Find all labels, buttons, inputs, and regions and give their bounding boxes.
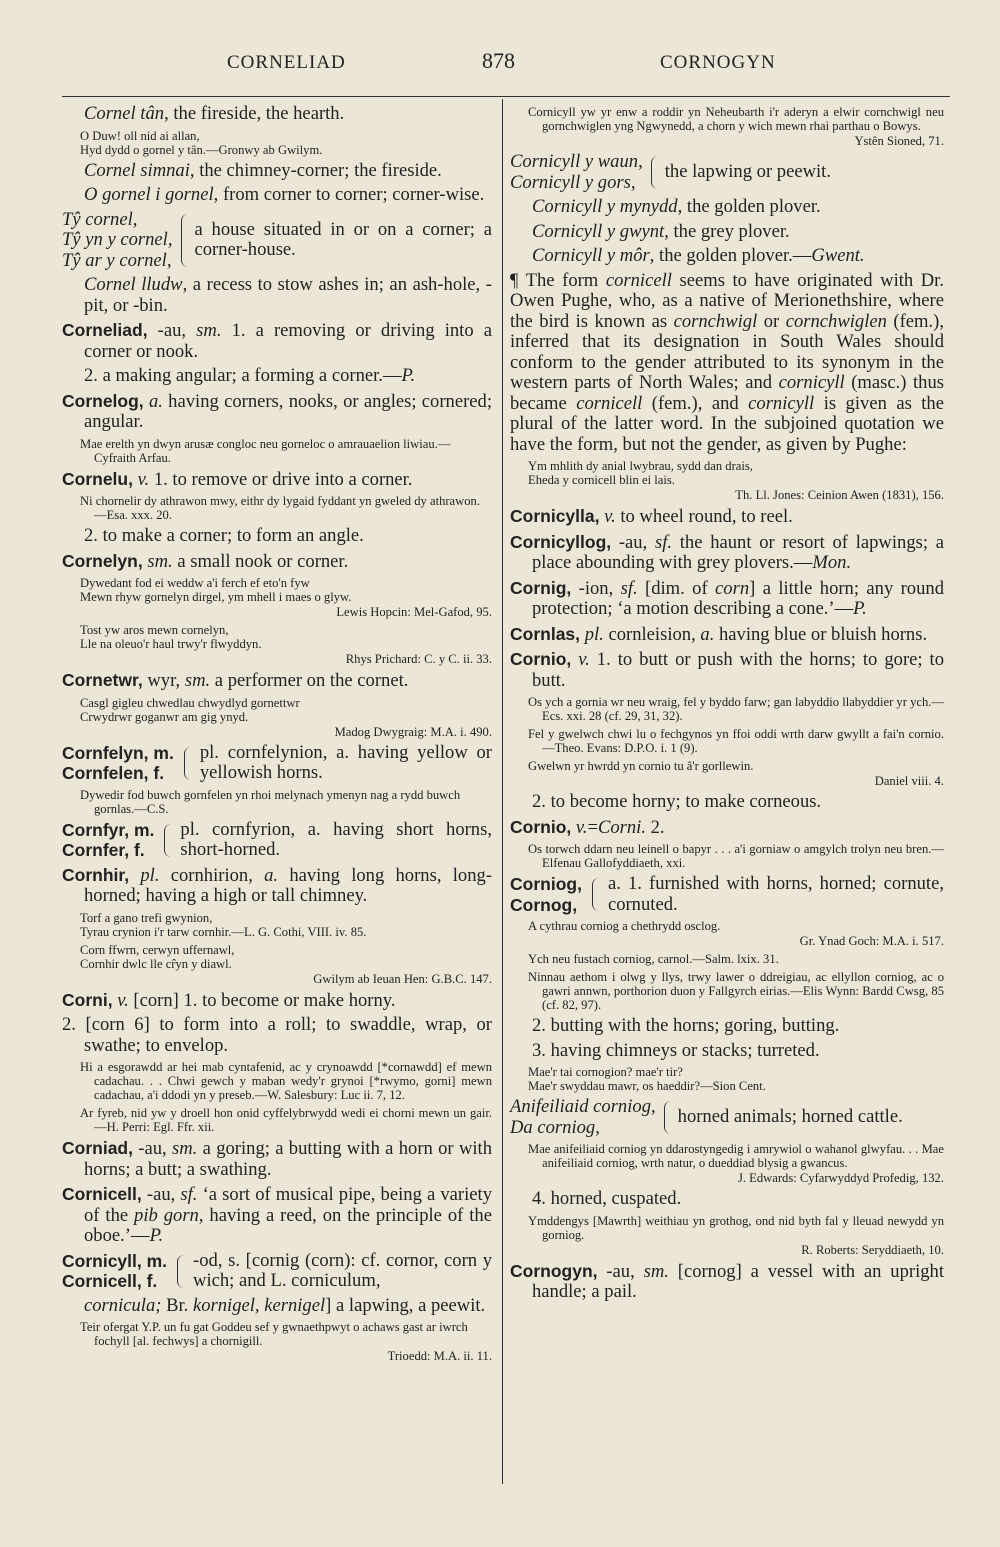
dictionary-entry — [510, 817, 944, 839]
entry-text: [dim. of — [637, 577, 716, 599]
entry-text: 2. a making angular; a forming a corner.— — [84, 365, 402, 386]
entry-headword: Corniad, — [62, 1138, 133, 1158]
grouped-terms — [62, 743, 174, 784]
entry-text: a goring; a butting with a horn or with horns; a butt; a swathing. — [84, 1138, 492, 1180]
entry-text: , the grey plover. — [664, 220, 790, 242]
quotation-line: Lle na oleuo'r haul trwy'r flwyddyn. — [80, 637, 262, 651]
entry-text: 2. to make a corner; to form an angle. — [84, 525, 364, 546]
group-definition: the lapwing or peewit. — [664, 161, 831, 183]
entry-headword: Cornicell, f. — [62, 1271, 158, 1291]
quotation — [528, 1214, 944, 1242]
dictionary-entry — [62, 670, 492, 692]
phrase-term: Cornicyll y gors, — [510, 171, 636, 193]
quotation-line: Os ych a gornia wr neu wraig, fel y byddo farw; gan labyddio llabyddier yr ych.—Ecs. xxi. 28 (cf. 29, 31, 32). — [528, 695, 944, 723]
quotation-attribution: Th. Ll. Jones: Ceinion Awen (1831), 156. — [735, 488, 944, 502]
entry-text: is given as the plural of the latter word. In the subjoined quotation we have the form, but not the gender, as given by Pughe: — [510, 392, 944, 455]
entry-text: , the golden plover. — [677, 196, 821, 217]
entry-sense — [510, 792, 944, 813]
entry-text: (fem.), and — [642, 392, 749, 414]
group-definition: -od, s. [cornig (corn): cf. cornor, corn y wich; and L. corniculum, — [193, 1249, 492, 1291]
quotation-attribution: Trioedd: M.A. ii. 11. — [387, 1349, 492, 1363]
entry-sense — [510, 1016, 944, 1037]
entry-text: cornhirion, — [159, 864, 265, 886]
entry-headword: Cornelu, — [62, 468, 133, 489]
phrase-term: Tŷ cornel, — [62, 208, 138, 230]
dictionary-entry — [510, 649, 944, 691]
entry-text: 1. to remove or drive into a corner. — [149, 468, 413, 490]
entry-text: to wheel round, to reel. — [615, 506, 793, 527]
quotation-line: Cornhir dwlc lle cr̂yn y diawl. — [80, 956, 232, 971]
phrase-term: Da corniog, — [510, 1116, 600, 1138]
entry-italic-text: Cornel simnai — [84, 159, 190, 181]
entry-italic-text: a. — [700, 623, 715, 645]
entry-text: the haunt or resort of lapwings; a place abounding with grey plovers.— — [532, 531, 945, 573]
entry-sense — [510, 1041, 944, 1062]
entry-headword: Cornfelen, f. — [62, 763, 165, 783]
quotation — [528, 842, 944, 870]
quotation-line: Eheda y cornicell blin ei lais. — [528, 473, 675, 487]
entry-text: [cornog] a vessel with an upright handle; a pail. — [532, 1260, 945, 1302]
entry-headword: Cornicyll, m. — [62, 1250, 168, 1271]
entry-text: 2. [corn 6] to form into a roll; to swaddle, wrap, or swathe; to envelop. — [62, 1014, 492, 1056]
dictionary-entry — [62, 865, 492, 907]
entry-italic-text: sf. — [180, 1184, 198, 1205]
phrase-group — [510, 152, 944, 193]
entry-headword: Cornio, — [510, 649, 572, 669]
quotation-line: Ni chornelir dy athrawon mwy, eithr dy lygaid fyddant yn gweled dy athrawon.—Esa. xxx. 20. — [80, 494, 480, 522]
quotation-attribution: Ystên Sioned, 71. — [854, 134, 944, 148]
quotation — [528, 459, 944, 487]
brace-glyph — [664, 1101, 671, 1134]
quotation — [528, 759, 944, 773]
entry-text: 4. horned, cuspated. — [532, 1188, 682, 1209]
entry-italic-text: a. — [148, 390, 163, 412]
quotation-line: Ar fyreb, nid yw y droell hon onid cyffelybrwydd wedi ei chorni mewn un gair.—H. Perri: Egl. Ffr. xii. — [80, 1106, 492, 1134]
quotation-line: Mae anifeiliaid corniog yn ddarostyngedig i amrywiol o wahanol glwyfau. . . Mae anifeiliaid corniog, wrth natur, o dueddiad blysig a gwancus. — [528, 1142, 944, 1170]
entry-italic-text: v. — [117, 989, 129, 1011]
entry-sense — [62, 1296, 492, 1317]
dictionary-entry — [62, 469, 492, 491]
brace-glyph — [651, 156, 658, 189]
entry-text: [corn] 1. to become or make horny. — [128, 989, 396, 1011]
entry-sense — [510, 271, 944, 456]
entry-headword: Cornfyr, m. — [62, 819, 155, 840]
entry-sense — [62, 185, 492, 206]
quotation-attribution: J. Edwards: Cyfarwyddyd Profedig, 132. — [737, 1171, 944, 1185]
entry-text: -au, — [132, 1138, 173, 1159]
brace-glyph — [592, 878, 599, 911]
entry-headword: Cornhir, — [62, 864, 130, 885]
quotation-line: Tyrau crynion i'r tarw cornhir.—L. G. Cothi, VIII. iv. 85. — [80, 924, 367, 939]
entry-text: or — [757, 310, 786, 332]
entry-italic-text: cornicyll — [778, 372, 845, 393]
brace-glyph — [184, 747, 191, 780]
entry-italic-text: cornicyll — [748, 392, 815, 414]
entry-text: , the fireside, the hearth. — [164, 103, 345, 124]
quotation-attribution: Madog Dwygraig: M.A. i. 490. — [334, 724, 492, 739]
quotation — [80, 1106, 492, 1134]
phrase-term: Cornicyll y waun, — [510, 151, 643, 172]
entry-italic-text: v. — [137, 468, 150, 490]
quotation-line: Teir ofergat Y.P. un fu gat Goddeu sef y gwnaethpwyt o achaws gast ar iwrch fochyll [al. fechwys] a chornigill. — [80, 1320, 468, 1348]
entry-text: 2. — [645, 816, 665, 838]
entry-text: -au, — [141, 1184, 181, 1205]
entry-italic-text: Cornicyll y mynydd — [532, 196, 678, 217]
entry-italic-text: cornicula; — [84, 1294, 162, 1316]
quotation — [80, 788, 492, 816]
dictionary-entry — [62, 1015, 492, 1056]
entry-text: a small nook or corner. — [172, 550, 349, 572]
brace-glyph — [181, 214, 188, 268]
quotation-line: Os torwch ddarn neu leinell o bapyr . . . a'i gorniaw o amgylch trolyn neu bren.—Elfenau Gallofyddiaeth, xxi. — [528, 842, 944, 870]
entry-text: (masc.) thus became — [510, 372, 944, 414]
grouped-terms — [62, 210, 173, 272]
entry-italic-text: Cornel tân — [84, 103, 165, 124]
quotation-line: Corn ffwrn, cerwyn uffernawl, — [80, 942, 235, 957]
group-definition: horned animals; horned cattle. — [677, 1106, 903, 1128]
entry-italic-text: sm. — [643, 1260, 669, 1282]
entry-sense — [62, 104, 492, 125]
entry-sense — [510, 246, 944, 267]
dictionary-entry — [510, 578, 944, 620]
entry-italic-text: sf. — [620, 577, 638, 599]
entry-italic-text: v. — [575, 816, 588, 838]
entry-text: -ion, — [571, 577, 621, 599]
dictionary-entry — [62, 551, 492, 573]
entry-italic-text: P. — [401, 365, 416, 386]
phrase-term: Tŷ yn y cornel, — [62, 229, 173, 250]
entry-text: ] a little horn; any round protection; ‘a motion describing a cone.’— — [532, 577, 944, 619]
headword-group — [62, 743, 492, 784]
dictionary-entry — [62, 990, 492, 1012]
header-left-guideword: CORNELIAD — [227, 52, 346, 73]
quotation-line: Dywedant fod ei weddw a'i ferch ef eto'n fyw — [80, 576, 310, 590]
entry-text: -au, — [611, 531, 655, 553]
entry-italic-text: a. — [264, 864, 279, 886]
entry-italic-text: Mon. — [812, 552, 852, 573]
entry-headword: Cornogyn, — [510, 1260, 598, 1281]
entry-italic-text: v. — [604, 506, 616, 527]
entry-headword: Cornog, — [510, 894, 578, 915]
entry-text: having corners, nooks, or angles; cornered; angular. — [84, 390, 492, 432]
running-header — [62, 48, 952, 82]
quotation-line: Cornicyll yw yr enw a roddir yn Neheubarth i'r aderyn a elwir cornchwigl neu gornchwiglen yng Ngwynedd, a chorn y wich mewn rhai parthau o Bowys. — [528, 105, 944, 133]
entry-italic-text: sm. — [147, 550, 173, 572]
quotation-line: Ych neu fustach corniog, carnol.—Salm. lxix. 31. — [528, 952, 779, 966]
entry-text: ] a lapwing, a peewit. — [325, 1294, 486, 1316]
quotation-line: Hi a esgorawdd ar hei mab cyntafenid, ac y crynoawdd [*cornawdd] ef mewn cadachau. . . Chwi gewch y maban wedy'r grynoi [*rwymo, gorni] mewn cadachau, a'i ddodi yn y preseb.—W. Salesbury: Luc ii. 7, 12. — [80, 1060, 492, 1102]
entry-text: , having a reed, on the principle of the oboe.’— — [84, 1204, 492, 1246]
entry-text: ‘a sort of musical pipe, being a variety of the — [84, 1184, 492, 1226]
right-column — [510, 104, 944, 1307]
phrase-term: Anifeiliaid corniog, — [510, 1096, 656, 1117]
page-number: 878 — [482, 48, 515, 73]
entry-text: having long horns, long-horned; having a high or tall chimney. — [84, 864, 492, 906]
entry-text: , the golden plover.— — [649, 245, 812, 266]
entry-text: -au, — [147, 320, 197, 341]
entry-sense — [62, 275, 492, 316]
brace-glyph — [177, 1255, 184, 1288]
quotation — [80, 911, 492, 939]
dictionary-entry — [62, 1184, 492, 1247]
dictionary-entry — [62, 1138, 492, 1180]
quotation-line: Casgl gigleu chwedlau chwydlyd gornettwr — [80, 695, 300, 710]
group-definition: a. 1. furnished with horns, horned; cornute, cornuted. — [607, 873, 944, 915]
dictionary-entry — [510, 624, 944, 646]
quotation-attribution: Daniel viii. 4. — [874, 774, 944, 788]
grouped-terms — [62, 1251, 167, 1292]
entry-italic-text: sm. — [184, 670, 211, 691]
entry-italic-text: Corni. — [597, 816, 646, 838]
entry-italic-text: P. — [149, 1225, 164, 1246]
quotation-line: Gwelwn yr hwrdd yn cornio tu â'r gorllewin. — [528, 759, 754, 773]
entry-headword: Cornelyn, — [62, 550, 143, 571]
dictionary-entry — [62, 391, 492, 433]
entry-italic-text: pl. — [584, 623, 604, 645]
quotation-line: Ninnau aethom i olwg y llys, trwy lawer o ddreigiau, ac ellyllon corniog, ac o gawri annwn, porthorion duon y Fallgyrch eirias.—Elis Wynn: Bardd Cwsg, 85 (cf. 82, 97). — [528, 970, 944, 1012]
brace-glyph — [164, 824, 171, 857]
entry-italic-text: sf. — [654, 531, 673, 553]
entry-text: having blue or bluish horns. — [714, 623, 928, 645]
entry-italic-text: cornicell — [605, 269, 672, 291]
grouped-terms — [510, 874, 582, 915]
entry-italic-text: P. — [853, 598, 867, 619]
entry-italic-text: cornchwiglen — [785, 310, 887, 332]
entry-italic-text: Gwent. — [811, 245, 865, 266]
quotation-line: Torf a gano trefi gwynion, — [80, 910, 213, 925]
quotation — [528, 1142, 944, 1170]
entry-headword: Cornelog, — [62, 390, 144, 411]
quotation — [528, 727, 944, 755]
quotation — [80, 576, 492, 604]
quotation — [80, 1060, 492, 1102]
column-divider — [502, 99, 503, 1484]
quotation-attribution: R. Roberts: Seryddiaeth, 10. — [801, 1242, 944, 1257]
entry-text: a performer on the cornet. — [210, 670, 409, 691]
quotation — [80, 437, 492, 465]
entry-text: cornleision, — [603, 623, 701, 645]
quotation — [528, 1065, 944, 1093]
entry-headword: Cornicyllog, — [510, 531, 612, 552]
entry-sense — [510, 197, 944, 218]
quotation-line: Ymddengys [Mawrth] weithiau yn grothog, ond nid byth fal y lleuad newydd yn gorniog. — [528, 1213, 944, 1242]
entry-text: 1. a removing or driving into a corner or nook. — [84, 320, 492, 362]
quotation-line: A cythrau corniog a chethrydd osclog. — [528, 919, 721, 933]
grouped-terms — [510, 1097, 656, 1138]
quotation-attribution: Rhys Prichard: C. y C. ii. 33. — [345, 652, 492, 666]
headword-group — [62, 1251, 492, 1292]
quotation — [528, 919, 944, 933]
phrase-group — [62, 210, 492, 272]
entry-italic-text: Cornicyll y môr — [532, 245, 650, 266]
quotation-line: Mae'r swyddau mawr, os haeddir?—Sion Cent. — [528, 1079, 766, 1093]
entry-italic-text: v. — [578, 649, 590, 670]
entry-headword: Cornetwr, — [62, 670, 143, 690]
quotation-line: O Duw! oll nid ai allan, — [80, 128, 200, 143]
entry-sense — [510, 1189, 944, 1210]
entry-text: -au, — [597, 1260, 644, 1282]
phrase-group — [510, 1097, 944, 1138]
entry-italic-text: kornigel, kernigel — [192, 1294, 326, 1316]
quotation — [528, 695, 944, 723]
quotation-line: Crwydrwr goganwr am gig ynyd. — [80, 709, 249, 724]
entry-sense — [62, 366, 492, 387]
entry-italic-text: O gornel i gornel — [84, 184, 214, 205]
quotation-attribution: Lewis Hopcin: Mel-Gafod, 95. — [336, 605, 492, 619]
entry-headword: Corniog, — [510, 874, 582, 894]
quotation — [80, 696, 492, 724]
group-definition: pl. cornfyrion, a. having short horns, short-horned. — [180, 818, 492, 860]
quotation-line: Ym mhlith dy anial lwybrau, sydd dan drais, — [528, 459, 753, 473]
entry-headword: Corneliad, — [62, 320, 148, 340]
quotation-line: Dywedir fod buwch gornfelen yn rhoi melynach ymenyn nag a rydd buwch gornlas.—C.S. — [80, 787, 461, 816]
entry-text: , a recess to stow ashes in; an ash-hole, -pit, or -bin. — [84, 274, 492, 316]
headword-group — [510, 874, 944, 915]
entry-italic-text: Cornel lludw — [84, 274, 183, 295]
entry-sense — [62, 526, 492, 547]
phrase-term: Tŷ ar y cornel, — [62, 249, 172, 271]
entry-headword: Cornfer, f. — [62, 840, 145, 860]
entry-text: 2. to become horny; to make corneous. — [532, 791, 822, 812]
entry-sense — [62, 161, 492, 182]
entry-text: , the chimney-corner; the fireside. — [189, 159, 442, 181]
group-definition: a house situated in or on a corner; a corner-house. — [194, 218, 492, 261]
entry-italic-text: cornchwigl — [673, 310, 758, 332]
quotation-line: Fel y gwelwch chwi lu o fechgynos yn ffoi oddi wrth darw gwyllt a fai'n cornio.—Theo. Evans: D.P.O. i. 1 (9). — [528, 727, 944, 755]
entry-text: , from corner to corner; corner-wise. — [213, 184, 485, 205]
entry-headword: Cornio, — [510, 816, 572, 837]
quotation — [528, 105, 944, 133]
entry-headword: Cornicylla, — [510, 506, 600, 526]
quotation — [528, 952, 944, 966]
entry-italic-text: sm. — [196, 320, 222, 341]
entry-headword: Cornfelyn, m. — [62, 742, 174, 763]
entry-text: seems to have originated with Dr. Owen Pughe, who, as a native of Merionethshire, where the bird is known as — [510, 269, 945, 332]
entry-text: (fem.), inferred that its designation in South Wales should conform to the gender attributed to its synonym in the western parts of North Wales; and — [510, 310, 944, 393]
entry-headword: Cornicell, — [62, 1184, 142, 1204]
entry-text: 1. to butt or push with the horns; to gore; to butt. — [532, 649, 945, 691]
entry-italic-text: cornicell — [576, 392, 643, 414]
entry-sense — [510, 222, 944, 243]
header-right-guideword: CORNOGYN — [660, 52, 776, 73]
entry-text — [129, 865, 140, 886]
quotation-attribution: Gr. Ynad Goch: M.A. i. 517. — [799, 934, 944, 948]
quotation — [80, 623, 492, 651]
dictionary-entry — [62, 320, 492, 362]
entry-headword: Cornlas, — [510, 623, 581, 644]
entry-text: 2. butting with the horns; goring, butting. — [532, 1015, 840, 1036]
entry-text: Br. — [161, 1294, 193, 1316]
entry-italic-text: sm. — [172, 1138, 198, 1159]
header-rule — [62, 96, 950, 97]
quotation-line: Hyd dydd o gornel y tân.—Gronwy ab Gwilym. — [80, 142, 323, 157]
quotation-line: Mae'r tai cornogion? mae'r tir? — [528, 1065, 683, 1079]
dictionary-entry — [510, 532, 944, 574]
quotation — [80, 943, 492, 971]
quotation — [80, 1320, 492, 1348]
entry-text: 3. having chimneys or stacks; turreted. — [532, 1039, 820, 1061]
entry-italic-text: corn — [715, 577, 750, 599]
entry-text: ¶ The form — [510, 269, 606, 291]
entry-headword: Cornig, — [510, 577, 572, 598]
quotation — [80, 494, 492, 522]
quotation — [528, 970, 944, 1012]
quotation-line: Tost yw aros mewn cornelyn, — [80, 623, 229, 637]
quotation-attribution: Gwilym ab Ieuan Hen: G.B.C. 147. — [313, 971, 492, 986]
left-column — [62, 104, 492, 1367]
entry-italic-text: pib gorn — [134, 1204, 199, 1226]
entry-text: wyr, — [142, 670, 185, 691]
dictionary-entry — [510, 1261, 944, 1303]
entry-headword: Corni, — [62, 989, 113, 1010]
quotation-line: Mewn rhyw gornelyn dirgel, ym mhell i maes o glyw. — [80, 590, 352, 604]
grouped-terms — [62, 820, 154, 861]
grouped-terms — [510, 152, 643, 193]
entry-italic-text: Cornicyll y gwynt — [532, 220, 665, 242]
entry-text: = — [587, 816, 598, 838]
quotation-line: Mae erelth yn dwyn arusæ congloc neu gorneloc o amrauaelion liwiau.—Cyfraith Arfau. — [80, 436, 451, 465]
quotation — [80, 129, 492, 157]
headword-group — [62, 820, 492, 861]
entry-italic-text: pl. — [140, 864, 160, 886]
group-definition: pl. cornfelynion, a. having yellow or yellowish horns. — [199, 741, 492, 783]
dictionary-entry — [510, 506, 944, 528]
